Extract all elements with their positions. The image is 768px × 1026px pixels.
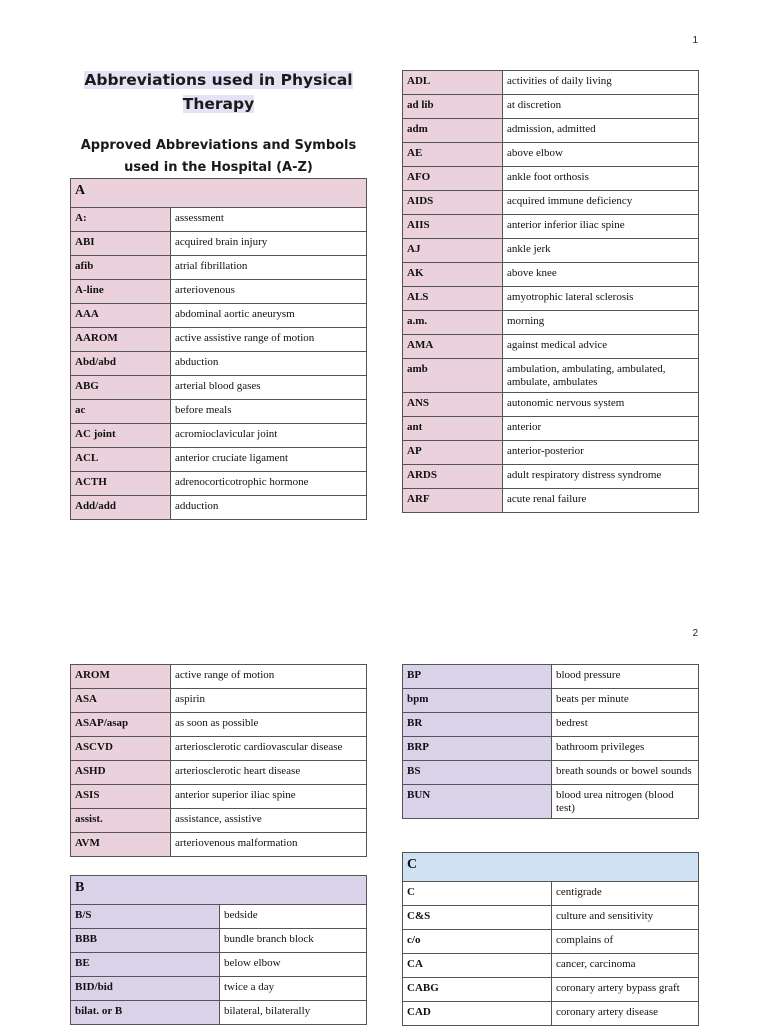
meaning-cell: bedrest [552,713,699,737]
meaning-cell: assessment [171,208,367,232]
meaning-cell: at discretion [503,95,699,119]
meaning-cell: bundle branch block [220,929,367,953]
table-row [403,978,699,1002]
abbreviation-cell: ASCVD [71,737,171,761]
table-row [71,208,367,232]
meaning-cell: active assistive range of motion [171,328,367,352]
table-row [403,215,699,239]
meaning-cell: blood urea nitrogen (blood test) [552,785,699,819]
page-number: 2 [692,628,698,639]
meaning-cell: against medical advice [503,335,699,359]
abbreviation-cell: AFO [403,167,503,191]
table-row [71,496,367,520]
meaning-cell: ankle jerk [503,239,699,263]
table-row [71,665,367,689]
table-row [403,359,699,393]
table-row [71,472,367,496]
table-row [71,352,367,376]
table-row [71,232,367,256]
meaning-cell: acquired immune deficiency [503,191,699,215]
table-row [403,239,699,263]
abbreviation-cell: ASHD [71,761,171,785]
abbreviation-cell: afib [71,256,171,280]
meaning-cell: abduction [171,352,367,376]
meaning-cell: bedside [220,905,367,929]
abbreviation-cell: AP [403,441,503,465]
abbreviation-cell: B/S [71,905,220,929]
abbreviation-cell: ARF [403,489,503,513]
abbreviation-cell: ad lib [403,95,503,119]
table-row [403,263,699,287]
meaning-cell: ambulation, ambulating, ambulated, ambulate, ambulates [503,359,699,393]
meaning-cell: centigrade [552,882,699,906]
abbreviation-table-a [70,178,367,520]
abbreviation-cell: c/o [403,930,552,954]
table-row [71,953,367,977]
table-row [403,119,699,143]
table-row [403,393,699,417]
table-row [71,1001,367,1025]
table-row [71,448,367,472]
meaning-cell: anterior inferior iliac spine [503,215,699,239]
abbreviation-cell: BBB [71,929,220,953]
abbreviation-cell: adm [403,119,503,143]
abbreviation-cell: a.m. [403,311,503,335]
table-row [403,191,699,215]
meaning-cell: before meals [171,400,367,424]
table-row [403,167,699,191]
abbreviation-cell: BR [403,713,552,737]
section-header-row [403,853,699,882]
meaning-cell: cancer, carcinoma [552,954,699,978]
abbreviation-cell: AIIS [403,215,503,239]
table-row [403,71,699,95]
abbreviation-cell: BE [71,953,220,977]
meaning-cell: anterior-posterior [503,441,699,465]
meaning-cell: acquired brain injury [171,232,367,256]
section-header-row [71,179,367,208]
abbreviation-cell: A-line [71,280,171,304]
abbreviation-cell: BUN [403,785,552,819]
table-row [71,376,367,400]
abbreviation-cell: Add/add [71,496,171,520]
meaning-cell: autonomic nervous system [503,393,699,417]
table-row [403,930,699,954]
abbreviation-cell: ASA [71,689,171,713]
table-row [403,311,699,335]
meaning-cell: acromioclavicular joint [171,424,367,448]
abbreviation-cell: ARDS [403,465,503,489]
meaning-cell: adduction [171,496,367,520]
meaning-cell: admission, admitted [503,119,699,143]
meaning-cell: culture and sensitivity [552,906,699,930]
abbreviation-cell: AK [403,263,503,287]
meaning-cell: assistance, assistive [171,809,367,833]
meaning-cell: twice a day [220,977,367,1001]
abbreviation-table-c [402,852,699,1026]
abbreviation-cell: BS [403,761,552,785]
meaning-cell: ankle foot orthosis [503,167,699,191]
table-row [71,737,367,761]
abbreviation-cell: C [403,882,552,906]
abbreviation-cell: ac [71,400,171,424]
table-row [71,905,367,929]
meaning-cell: bathroom privileges [552,737,699,761]
table-row [403,441,699,465]
meaning-cell: arteriosclerotic heart disease [171,761,367,785]
abbreviation-table-b [70,875,367,1025]
table-row [71,713,367,737]
document-subtitle: Approved Abbreviations and Symbols used in the Hospital (A-Z) [80,138,357,175]
abbreviation-cell: ABG [71,376,171,400]
meaning-cell: below elbow [220,953,367,977]
meaning-cell: adrenocorticotrophic hormone [171,472,367,496]
meaning-cell: arterial blood gases [171,376,367,400]
table-row [403,143,699,167]
table-row [71,304,367,328]
meaning-cell: coronary artery disease [552,1002,699,1026]
meaning-cell: anterior [503,417,699,441]
abbreviation-cell: ACL [71,448,171,472]
meaning-cell: above elbow [503,143,699,167]
table-row [71,929,367,953]
abbreviation-table-a-continued [402,70,699,513]
meaning-cell: anterior cruciate ligament [171,448,367,472]
abbreviation-cell: ACTH [71,472,171,496]
abbreviation-cell: CA [403,954,552,978]
meaning-cell: aspirin [171,689,367,713]
abbreviation-cell: ANS [403,393,503,417]
table-row [403,489,699,513]
meaning-cell: active range of motion [171,665,367,689]
table-row [403,954,699,978]
abbreviation-cell: BRP [403,737,552,761]
table-row [403,465,699,489]
table-row [71,256,367,280]
table-row [71,785,367,809]
section-letter: B [71,876,367,905]
table-row [403,335,699,359]
abbreviation-cell: AJ [403,239,503,263]
abbreviation-cell: BID/bid [71,977,220,1001]
table-row [403,95,699,119]
meaning-cell: arteriovenous [171,280,367,304]
table-row [403,689,699,713]
table-row [403,761,699,785]
table-row [71,689,367,713]
table-row [71,761,367,785]
meaning-cell: atrial fibrillation [171,256,367,280]
abbreviation-cell: ABI [71,232,171,256]
abbreviation-cell: AAROM [71,328,171,352]
meaning-cell: bilateral, bilaterally [220,1001,367,1025]
abbreviation-table-b-continued [402,664,699,819]
meaning-cell: amyotrophic lateral sclerosis [503,287,699,311]
meaning-cell: arteriosclerotic cardiovascular disease [171,737,367,761]
abbreviation-cell: ADL [403,71,503,95]
table-row [71,833,367,857]
abbreviation-cell: ASAP/asap [71,713,171,737]
document-title-text: Abbreviations used in Physical Therapy [84,71,353,113]
abbreviation-cell: CABG [403,978,552,1002]
table-row [71,328,367,352]
page-number: 1 [692,35,698,46]
table-row [403,713,699,737]
abbreviation-cell: AAA [71,304,171,328]
abbreviation-cell: AROM [71,665,171,689]
meaning-cell: coronary artery bypass graft [552,978,699,1002]
meaning-cell: complains of [552,930,699,954]
section-letter: A [71,179,367,208]
abbreviation-cell: A: [71,208,171,232]
table-row [403,665,699,689]
meaning-cell: acute renal failure [503,489,699,513]
table-row [403,417,699,441]
abbreviation-cell: assist. [71,809,171,833]
abbreviation-cell: ALS [403,287,503,311]
abbreviation-cell: bpm [403,689,552,713]
table-row [71,400,367,424]
document-title [70,68,367,116]
abbreviation-cell: AVM [71,833,171,857]
table-row [71,280,367,304]
abbreviation-cell: ASIS [71,785,171,809]
abbreviation-cell: CAD [403,1002,552,1026]
meaning-cell: above knee [503,263,699,287]
abbreviation-cell: BP [403,665,552,689]
meaning-cell: adult respiratory distress syndrome [503,465,699,489]
meaning-cell: morning [503,311,699,335]
abbreviation-cell: AE [403,143,503,167]
abbreviation-cell: AIDS [403,191,503,215]
table-row [403,785,699,819]
table-row [403,287,699,311]
meaning-cell: activities of daily living [503,71,699,95]
meaning-cell: anterior superior iliac spine [171,785,367,809]
meaning-cell: arteriovenous malformation [171,833,367,857]
table-row [71,977,367,1001]
table-row [71,424,367,448]
table-row [403,882,699,906]
table-row [403,737,699,761]
meaning-cell: breath sounds or bowel sounds [552,761,699,785]
abbreviation-table-a-continued [70,664,367,857]
abbreviation-cell: AC joint [71,424,171,448]
abbreviation-cell: Abd/abd [71,352,171,376]
abbreviation-cell: C&S [403,906,552,930]
meaning-cell: abdominal aortic aneurysm [171,304,367,328]
table-row [403,906,699,930]
section-letter: C [403,853,699,882]
meaning-cell: as soon as possible [171,713,367,737]
section-header-row [71,876,367,905]
abbreviation-cell: amb [403,359,503,393]
abbreviation-cell: ant [403,417,503,441]
abbreviation-cell: bilat. or B [71,1001,220,1025]
abbreviation-cell: AMA [403,335,503,359]
table-row [71,809,367,833]
meaning-cell: beats per minute [552,689,699,713]
table-row [403,1002,699,1026]
meaning-cell: blood pressure [552,665,699,689]
